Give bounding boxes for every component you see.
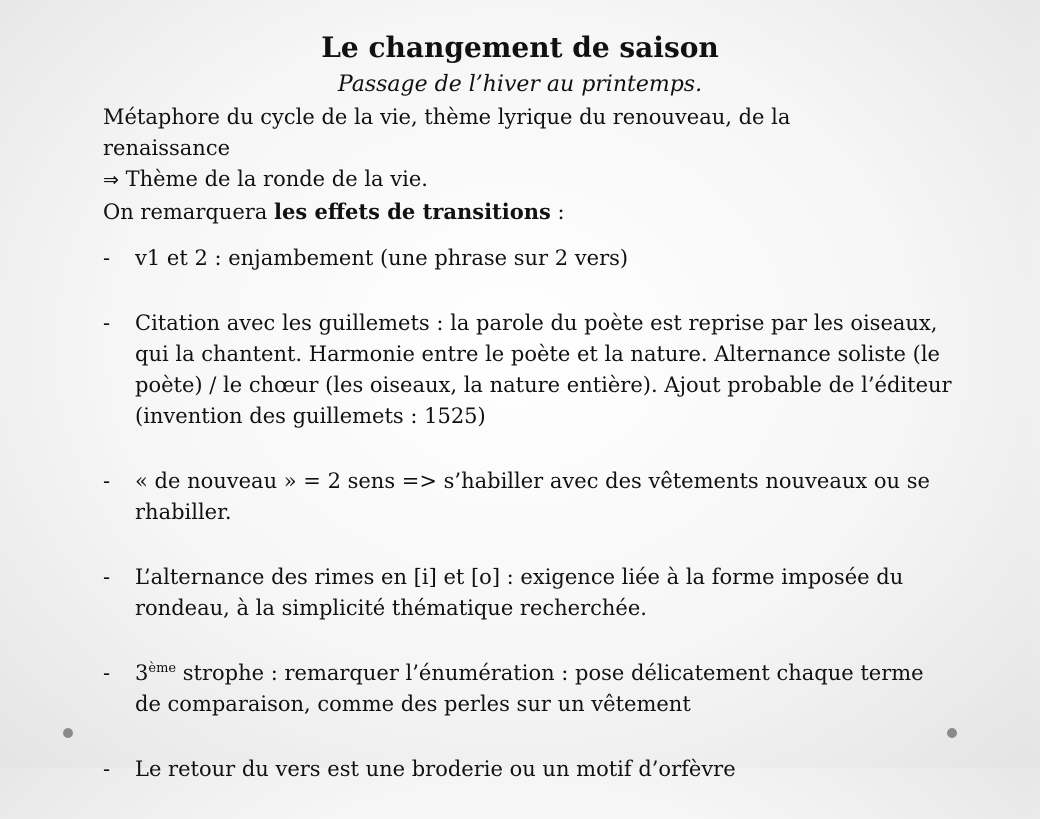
intro-line-theme (103, 164, 883, 196)
bullet-text: Citation avec les guillemets : la parole du poète est reprise par les oiseaux, qui la chantent. Harmonie entre le poète et la nature. Alternance soliste (le poète) / le chœur (les oiseaux, la nature entière). Ajout probable de l’éditeur (invention des guillemets : 1525) (135, 311, 952, 428)
list-item (103, 308, 953, 432)
bullet-dash: - (103, 661, 111, 685)
bullet-number: 3 (135, 661, 149, 685)
right-dot-ornament (947, 728, 957, 738)
intro-transitions-prefix: On remarquera (103, 200, 274, 224)
bullet-dash: - (103, 469, 111, 493)
intro-paragraph (103, 102, 883, 228)
bullet-dash: - (103, 757, 111, 781)
slide-subtitle: Passage de l’hiver au printemps. (337, 72, 703, 97)
list-item (103, 466, 953, 528)
implies-arrow-icon: ⇒ (103, 169, 119, 191)
list-item (103, 658, 953, 720)
intro-transitions-suffix: : (550, 200, 565, 224)
intro-line-metaphor: Métaphore du cycle de la vie, thème lyrique du renouveau, de la renaissance (103, 105, 791, 160)
bullet-text: strophe : remarquer l’énumération : pose délicatement chaque terme de comparaison, comme des perles sur un vêtement (135, 661, 924, 716)
bullet-text: v1 et 2 : enjambement (une phrase sur 2 vers) (135, 246, 629, 270)
bullet-text: « de nouveau » = 2 sens => s’habiller avec des vêtements nouveaux ou se rhabiller. (135, 469, 930, 524)
bullet-text: L’alternance des rimes en [i] et [o] : exigence liée à la forme imposée du rondeau, à la simplicité thématique recherchée. (135, 565, 904, 620)
bullet-dash: - (103, 246, 111, 270)
intro-line-transitions (103, 196, 883, 228)
list-item (103, 754, 953, 785)
bullet-superscript: ème (148, 661, 177, 676)
bullet-list (103, 243, 953, 819)
intro-transitions-bold: les effets de transitions (273, 199, 551, 224)
bullet-dash: - (103, 565, 111, 589)
list-item (103, 562, 953, 624)
intro-theme-text: Thème de la ronde de la vie. (118, 167, 428, 191)
bullet-dash: - (103, 311, 111, 335)
left-dot-ornament (63, 728, 73, 738)
slide-title: Le changement de saison (321, 31, 719, 64)
bullet-text: Le retour du vers est une broderie ou un motif d’orfèvre (135, 757, 736, 781)
list-item (103, 243, 953, 274)
